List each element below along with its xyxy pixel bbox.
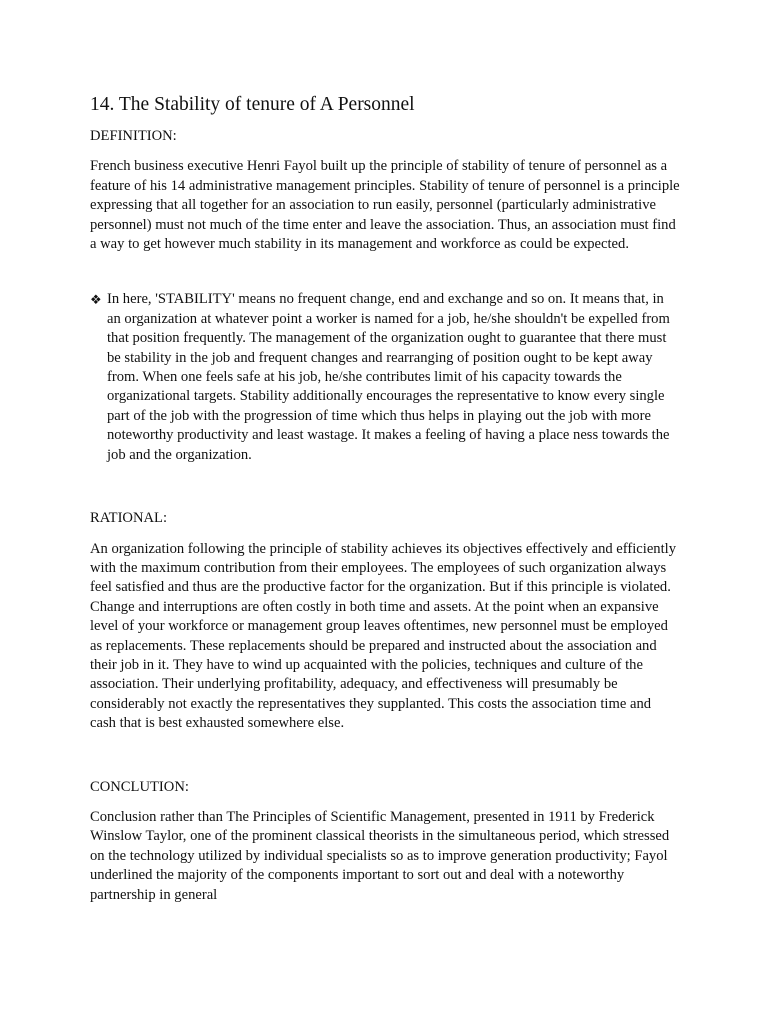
rational-heading: RATIONAL: <box>90 510 168 527</box>
rational-paragraph: An organization following the principle of stability achieves its objectives effectively and efficiently with the maximum contribution from their employees. The employees of such organization always feel satisfied and thus are the productive factor for the organization. But if this principle is violated. Change and interruptions are often costly in both time and assets. At the point when an expansive level of your workforce or management group leaves oftentimes, new personnel must be employed as replacements. These replacements should be prepared and instructed about the association and their job in it. They have to wind up acquainted with the policies, techniques and culture of the association. Their underlying profitability, adequacy, and effectiveness will presumably be considerably not exactly the representatives they supplanted. This costs the association time and cash that is best exhausted somewhere else. <box>90 540 677 732</box>
spacer <box>90 254 680 290</box>
definition-paragraph: French business executive Henri Fayol built up the principle of stability of tenure of personnel as a feature of his 14 administrative management principles. Stability of tenure of personnel is a principle expressing that all together for an association to run easily, personnel (particularly administrative personnel) must not much of the time enter and leave the association. Thus, an association must find a way to get however much stability in its management and workforce as could be expected. <box>90 158 680 253</box>
conclusion-paragraph: Conclusion rather than The Principles of Scientific Management, presented in 1911 by Frederick Winslow Taylor, one of the prominent classical theorists in the simultaneous period, which stressed on the technology utilized by individual specialists so as to improve generation productivity; Fayol underlined the majority of the components important to sort out and deal with a noteworthy partnership in general <box>90 808 670 903</box>
stability-bullet-item <box>90 290 680 465</box>
document-title: 14. The Stability of tenure of A Personnel <box>90 94 415 115</box>
four-diamond-bullet-icon: ❖ <box>90 292 102 308</box>
spacer <box>90 734 680 778</box>
stability-bullet-text: In here, 'STABILITY' means no frequent change, end and exchange and so on. It means that, in an organization at whatever point a worker is named for a job, he/she shouldn't be expelled from that position frequently. The management of the organization ought to guarantee that there must be stability in the job and frequent changes and rearranging of position ought to be kept away from. When one feels safe at his job, he/she contributes limit of his capacity towards the organizational targets. Stability additionally encourages the representative to know every single part of the job with the progression of time which thus helps in playing out the job with more noteworthy productivity and least wastage. It makes a feeling of having a place ness towards the job and the organization. <box>107 291 670 463</box>
definition-heading: DEFINITION: <box>90 128 177 144</box>
document-page <box>90 92 680 905</box>
conclusion-heading: CONCLUTION: <box>90 778 189 795</box>
spacer <box>90 465 680 509</box>
